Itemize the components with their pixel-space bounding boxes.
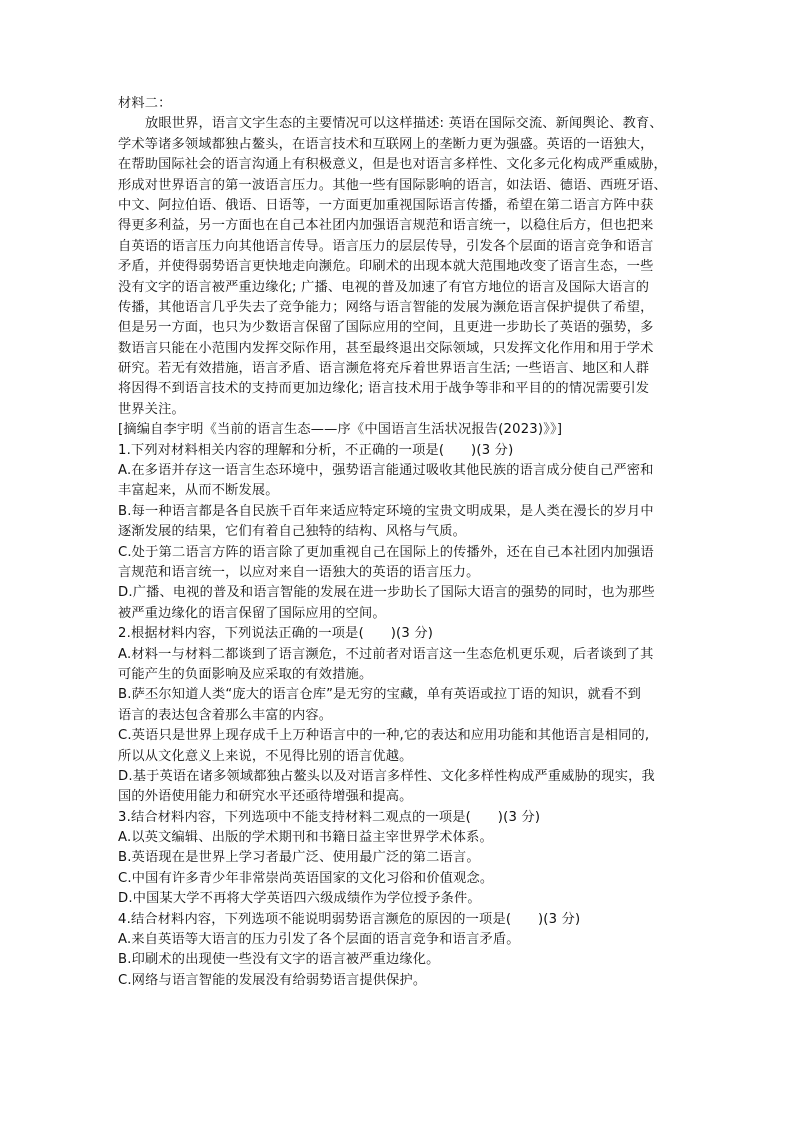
- passage-line: 数语言只能在小范围内发挥交际作用，甚至最终退出交际领域，只发挥文化作用和用于学术: [118, 340, 654, 356]
- question-option: 国的外语使用能力和研究水平还亟待增强和提高。: [118, 789, 413, 805]
- question-option: D.中国某大学不再将大学英语四六级成绩作为学位授予条件。: [118, 891, 481, 907]
- question-option: C.英语只是世界上现存成千上万种语言中的一种,它的表达和应用功能和其他语言是相同的,: [118, 728, 650, 744]
- passage-line: 得更多利益，另一方面也在自己本社团内加强语言规范和语言统一，以稳住后方，但也把来: [118, 218, 654, 234]
- passage-line: 将因得不到语言技术的支持而更加边缘化; 语言技术用于战争等非和平目的的情况需要引发: [118, 381, 650, 397]
- question-stem: 3.结合材料内容，下列选项中不能支持材料二观点的一项是( )(3 分): [118, 809, 541, 825]
- question-option: C.处于第二语言方阵的语言除了更加重视自己在国际上的传播外，还在自己本社团内加强语: [118, 544, 654, 560]
- question-option: B.萨丕尔知道人类“庞大的语言仓库”是无穷的宝藏，单有英语或拉丁语的知识，就看不到: [118, 687, 642, 703]
- question-option: B.每一种语言都是各自民族千百年来适应特定环境的宝贵文明成果，是人类在漫长的岁月中: [118, 503, 654, 519]
- question-option: C.中国有许多青少年非常崇尚英语国家的文化习俗和价值观念。: [118, 870, 494, 886]
- passage-line: 形成对世界语言的第一波语言压力。其他一些有国际影响的语言，如法语、德语、西班牙语、: [118, 177, 667, 193]
- question-option: B.英语现在是世界上学习者最广泛、使用最广泛的第二语言。: [118, 850, 480, 866]
- passage-line: 放眼世界，语言文字生态的主要情况可以这样描述: 英语在国际交流、新闻舆论、教育、: [145, 116, 663, 132]
- question-option: D.广播、电视的普及和语言智能的发展在进一步助长了国际大语言的强势的同时，也为那些: [118, 585, 655, 601]
- passage-line: 世界关注。: [118, 401, 185, 417]
- question-option: A.材料一与材料二都谈到了语言濒危，不过前者对语言这一生态危机更乐观，后者谈到了其: [118, 646, 654, 662]
- question-option: A.在多语并存这一语言生态环境中，强势语言能通过吸收其他民族的语言成分使自己严密和: [118, 463, 654, 479]
- question-option: 被严重边缘化的语言保留了国际应用的空间。: [118, 605, 386, 621]
- question-option: B.印刷术的出现使一些没有文字的语言被严重边缘化。: [118, 952, 440, 968]
- material-title: 材料二：: [118, 96, 172, 111]
- question-option: C.网络与语言智能的发展没有给弱势语言提供保护。: [118, 972, 427, 988]
- passage-line: 中文、阿拉伯语、俄语、日语等，一方面更加重视国际语言传播，希望在第二语言方阵中获: [118, 197, 654, 213]
- question-option: 逐渐发展的结果，它们有着自己独特的结构、风格与气质。: [118, 524, 467, 540]
- question-option: D.基于英语在诸多领域都独占鳌头以及对语言多样性、文化多样性构成严重威胁的现实，我: [118, 768, 655, 784]
- passage-line: 没有文字的语言被严重边缘化; 广播、电视的普及加速了有官方地位的语言及国际大语言的: [118, 279, 650, 295]
- question-option: 所以从文化意义上来说，不见得比别的语言优越。: [118, 748, 413, 764]
- source-citation: [摘编自李宇明《当前的语言生态——序《中国语言生活状况报告(2023)》》]: [118, 422, 563, 438]
- question-option: 丰富起来，从而不断发展。: [118, 483, 279, 499]
- passage-line: 矛盾，并使得弱势语言更快地走向濒危。印刷术的出现本就大范围地改变了语言生态，一些: [118, 259, 654, 275]
- question-stem: 1.下列对材料相关内容的理解和分析，不正确的一项是( )(3 分): [118, 442, 514, 458]
- question-stem: 4.结合材料内容，下列选项不能说明弱势语言濒危的原因的一项是( )(3 分): [118, 911, 581, 927]
- question-option: A.来自英语等大语言的压力引发了各个层面的语言竞争和语言矛盾。: [118, 932, 520, 948]
- question-option: 语言的表达包含着那么丰富的内容。: [118, 707, 333, 723]
- question-option: 可能产生的负面影响及应采取的有效措施。: [118, 666, 373, 682]
- passage-line: 学术等诸多领域都独占鳌头，在语言技术和互联网上的垄断力更为强盛。英语的一语独大，: [118, 136, 654, 152]
- question-option: 言规范和语言统一，以应对来自一语独大的英语的语言压力。: [118, 564, 480, 580]
- document-page: [118, 94, 678, 991]
- passage-line: 但是另一方面，也只为少数语言保留了国际应用的空间，且更进一步助长了英语的强势，多: [118, 320, 654, 336]
- question-stem: 2.根据材料内容，下列说法正确的一项是( )(3 分): [118, 626, 434, 642]
- question-option: A.以英文编辑、出版的学术期刊和书籍日益主宰世界学术体系。: [118, 830, 493, 846]
- passage-line: 自英语的语言压力向其他语言传导。语言压力的层层传导，引发各个层面的语言竞争和语言: [118, 238, 654, 254]
- passage-line: 传播，其他语言几乎失去了竞争能力；网络与语言智能的发展为濒危语言保护提供了希望，: [118, 299, 654, 315]
- passage-line: 在帮助国际社会的语言沟通上有积极意义，但是也对语言多样性、文化多元化构成严重威胁，: [118, 157, 667, 173]
- passage-line: 研究。若无有效措施，语言矛盾、语言濒危将充斥着世界语言生活; 一些语言、地区和人群: [118, 361, 650, 377]
